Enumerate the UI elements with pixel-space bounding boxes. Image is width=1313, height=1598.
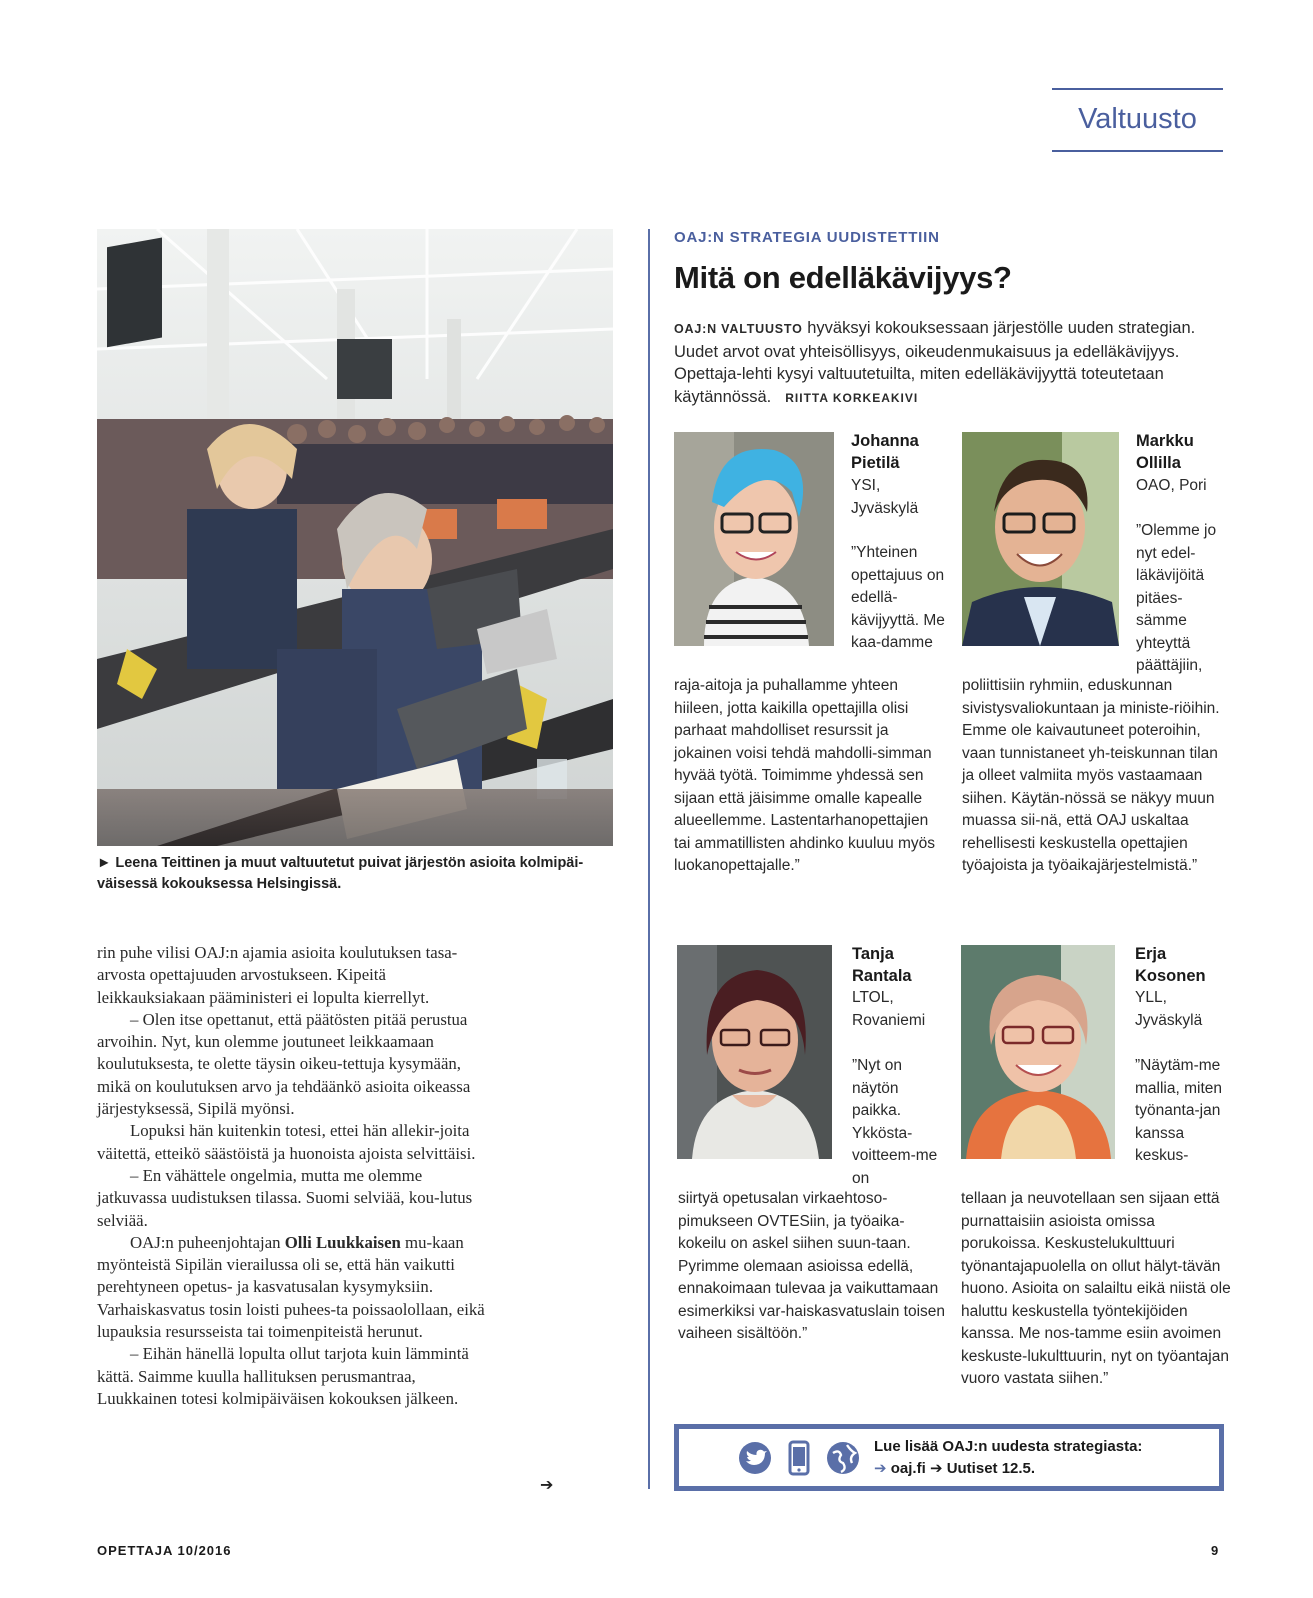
org-line: Jyväskylä bbox=[1135, 1011, 1203, 1029]
name-line: Markku bbox=[1136, 432, 1194, 450]
byline: RIITTA KORKEAKIVI bbox=[785, 390, 919, 405]
body-paragraph bbox=[97, 1232, 492, 1343]
article-body bbox=[97, 942, 492, 1410]
name-line: Johanna bbox=[851, 432, 919, 450]
page-number: 9 bbox=[1211, 1543, 1219, 1558]
caption-arrow: ► bbox=[97, 855, 112, 871]
magazine-issue: OPETTAJA 10/2016 bbox=[97, 1543, 232, 1558]
conference-photo bbox=[97, 229, 613, 846]
body-paragraph: – Olen itse opettanut, että päätösten pitää perustua arvoihin. Nyt, kun olemme joutuneet leikkaamaan koulutuksesta, te olette täysin oikeu-tettuja kysymään, mikä on koulutuksen arvo ja tehdäänkö asioita oikeassa järjestyksessä, Sipilä myönsi. bbox=[97, 1009, 471, 1119]
portrait-markku bbox=[962, 432, 1119, 646]
name-line: Rantala bbox=[852, 967, 912, 985]
link-news[interactable]: Uutiset 12.5. bbox=[946, 1460, 1036, 1477]
article-headline: Mitä on edelläkävijyys? bbox=[674, 260, 1012, 295]
profile-name bbox=[851, 430, 966, 474]
lead-text: hyväksyi kokouksessaan järjestölle uuden strategian. Uudet arvot ovat yhteisöllisyys, oikeudenmukaisuus ja edelläkävijyys. Opettaja-lehti kysyi valtuutetuilta, miten edelläkävijyyttä toteutetaan käytännössä. bbox=[674, 319, 1196, 406]
org-line: OAO, Pori bbox=[1136, 477, 1207, 494]
name-line: Kosonen bbox=[1135, 967, 1206, 985]
quote-continued: poliittisiin ryhmiin, eduskunnan sivistysvaliokuntaan ja ministe-riöihin. Emme ole kaivautuneet poteroihin, vaan tunnistaneet yh-teiskunnan tilan ja olleet valmiita myös vastaamaan siihen. Käytän-nössä se näkyy muun muassa sii-nä, että OAJ uskaltaa rehellisesti keskustella opettajien työajoista ja työaikajärjestelmistä.” bbox=[962, 677, 1220, 874]
quote-start: ”Olemme jo nyt edel-läkävijöitä pitäes-sämme yhteyttä päättäjiin, bbox=[1136, 522, 1217, 674]
read-more-links bbox=[874, 1459, 1035, 1477]
profile-org bbox=[852, 987, 967, 1032]
photo-caption bbox=[97, 853, 617, 895]
name-line: Ollilla bbox=[1136, 454, 1181, 472]
read-more-title: Lue lisää OAJ:n uudesta strategiasta: bbox=[874, 1438, 1143, 1455]
quote-continued: siirtyä opetusalan virkaehtoso-pimukseen OVTESiin, ja työaika-kokeilu on askel siihen suun-taan. Pyrimme olemaan asioissa edellä, ennakoimaan tulevaa ja vaikuttamaan esimerkiksi var-haiskasvatuslain toisen vaiheen sisältöön.” bbox=[678, 1190, 946, 1342]
body-text-span: OAJ:n puheenjohtajan bbox=[130, 1232, 285, 1252]
section-tag: Valtuusto bbox=[1052, 88, 1223, 152]
name-line: Pietilä bbox=[851, 454, 900, 472]
twitter-icon[interactable] bbox=[737, 1439, 773, 1477]
org-line: YLL, bbox=[1135, 989, 1167, 1006]
portrait-erja bbox=[961, 945, 1115, 1159]
arrow-right-icon: ➔ bbox=[929, 1460, 943, 1477]
profile-org bbox=[1135, 987, 1250, 1032]
body-paragraph: – Eihän hänellä lopulta ollut tarjota kuin lämmintä kättä. Saimme kuulla hallituksen perusmantraa, Luukkainen totesi kolmipäiväisen kokouksen jälkeen. bbox=[97, 1344, 469, 1408]
body-text-span: mu-kaan myönteistä Sipilän vierailussa oli se, että hän vaikutti perehtyneen opetus- ja kasvatusalan kysymyksiin. Varhaiskasvatus tosin loisti puhees-ta poissaolollaan, eikä lupauksia resursseista tai toimenpiteistä herunut. bbox=[97, 1232, 485, 1342]
org-line: Rovaniemi bbox=[852, 1011, 926, 1029]
org-line: YSI, bbox=[851, 477, 881, 494]
social-icons bbox=[737, 1439, 861, 1477]
org-line: LTOL, bbox=[852, 989, 894, 1006]
quote-continued: raja-aitoja ja puhallamme yhteen hiileen, jotta kaikilla opettajilla olisi parhaat mahdolliset resurssit ja jokainen voisi tehdä mahdolli-simman hyvää työtä. Toimimme yhdessä sen sijaan että jäisimme omalle kapealle alueellemme. Lastentarhanopettajien tai ammatillisten ahdinko kuuluu myös luokanopettajalle.” bbox=[674, 677, 936, 874]
profile-name bbox=[1135, 943, 1250, 987]
portrait-tanja bbox=[677, 945, 832, 1159]
profile-name bbox=[852, 943, 967, 987]
name-line: Erja bbox=[1135, 945, 1167, 963]
read-more-box bbox=[674, 1424, 1224, 1491]
arrow-right-icon: ➔ bbox=[874, 1460, 887, 1477]
org-line: Jyväskylä bbox=[851, 499, 919, 517]
body-paragraph: Lopuksi hän kuitenkin totesi, ettei hän allekir-joita väitettä, etteikö säästöistä ja huonoista ajoista selvittäisi. bbox=[97, 1121, 476, 1163]
quote-start: ”Näytäm-me mallia, miten työnanta-jan kanssa keskus- bbox=[1135, 1057, 1222, 1164]
mobile-icon[interactable] bbox=[781, 1439, 817, 1477]
link-oaj[interactable]: oaj.fi bbox=[890, 1460, 926, 1477]
article-kicker: OAJ:N STRATEGIA UUDISTETTIIN bbox=[674, 229, 940, 246]
name-line: Tanja bbox=[852, 945, 894, 963]
person-name: Olli Luukkaisen bbox=[284, 1232, 401, 1252]
quote-continued: tellaan ja neuvotellaan sen sijaan että purnattaisiin asioista omissa porukoissa. Keskustelukulttuuri työnantajapuolella on ollut hälyt-tävän huono. Asioita on salailtu eikä niistä ole haluttu keskustella työntekijöiden kanssa. Me nos-tamme esiin avoimen keskuste-lukulttuurin, nyt on työantajan vuoro vastata siihen.” bbox=[961, 1190, 1231, 1387]
web-icon[interactable] bbox=[825, 1439, 861, 1477]
continue-arrow-icon: ➔ bbox=[540, 1477, 554, 1494]
lead-smallcaps: OAJ:N VALTUUSTO bbox=[674, 322, 803, 336]
column-divider bbox=[648, 229, 650, 1489]
profile-org bbox=[1136, 475, 1251, 498]
quote-start: ”Nyt on näytön paikka. Ykkösta-voitteem-me on bbox=[852, 1057, 938, 1187]
caption-text: Leena Teittinen ja muut valtuutetut puivat järjestön asioita kolmipäi-väisessä kokouksessa Helsingissä. bbox=[97, 855, 584, 892]
article-lead bbox=[674, 317, 1234, 409]
portrait-johanna bbox=[674, 432, 834, 646]
profile-org bbox=[851, 475, 966, 520]
quote-start: ”Yhteinen opettajuus on edellä-kävijyyttä. Me kaa-damme bbox=[851, 544, 945, 651]
body-paragraph: – En vähättele ongelmia, mutta me olemme jatkuvassa uudistuksen tilassa. Suomi selviää, kou-lutus selviää. bbox=[97, 1165, 473, 1230]
profile-name bbox=[1136, 430, 1251, 474]
body-paragraph: rin puhe vilisi OAJ:n ajamia asioita koulutuksen tasa-arvosta opettajuuden arvostukseen. Kipeitä leikkauksiakaan pääministeri ei lopulta kierrellyt. bbox=[97, 943, 458, 1007]
